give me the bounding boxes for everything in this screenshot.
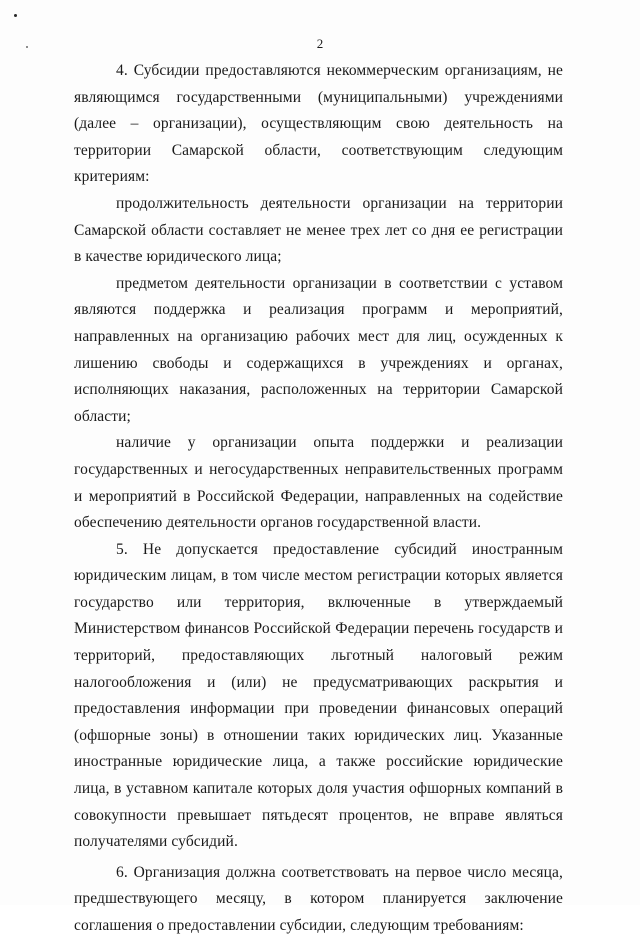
paragraph-item-4: 4. Субсидии предоставляются некоммерческим организациям, не являющимся государственными (муниципальными) учреждениями (далее – организации), осуществляющим свою деятельность на территории Самарской области, соответствующим следующим критериям: xyxy=(74,62,563,186)
document-body xyxy=(74,58,563,940)
paragraph-item-6: 6. Организация должна соответствовать на первое число месяца, предшествующего месяцу, в котором планируется заключение соглашения о предоставлении субсидии, следующим требованиям: xyxy=(74,863,563,934)
scan-dot-mark xyxy=(14,14,17,17)
paragraph-item-5: 5. Не допускается предоставление субсидий иностранным юридическим лицам, в том числе местом регистрации которых является государство или территория, включенные в утверждаемый Министерством финансов Российской Федерации перечень государств и территорий, предоставляющих льготный налоговый режим налогообложения и (или) не предусматривающих раскрытия и предоставления информации при проведении финансовых операций (офшорные зоны) в отношении таких юридических лиц. Указанные иностранные юридические лица, а также российские юридические лица, в уставном капитале которых доля участия офшорных компаний в совокупности превышает пятьдесят процентов, не вправе являться получателями субсидий. xyxy=(74,540,563,851)
page-number: 2 xyxy=(316,36,324,51)
criterion-duration: продолжительность деятельности организации на территории Самарской области составляет не менее трех лет со дня ее регистрации в качестве юридического лица; xyxy=(74,194,563,266)
criterion-experience: наличие у организации опыта поддержки и реализации государственных и негосударственных неправительственных программ и мероприятий в Российской Федерации, направленных на содействие обеспечению деятельности органов государственной власти. xyxy=(74,434,563,532)
criterion-subject: предметом деятельности организации в соответствии с уставом являются поддержка и реализация программ и мероприятий, направленных на организацию рабочих мест для лиц, осужденных к лишению свободы и содержащихся в учреждениях и органах, исполняющих наказания, расположенных на территории Самарской области; xyxy=(74,274,563,425)
